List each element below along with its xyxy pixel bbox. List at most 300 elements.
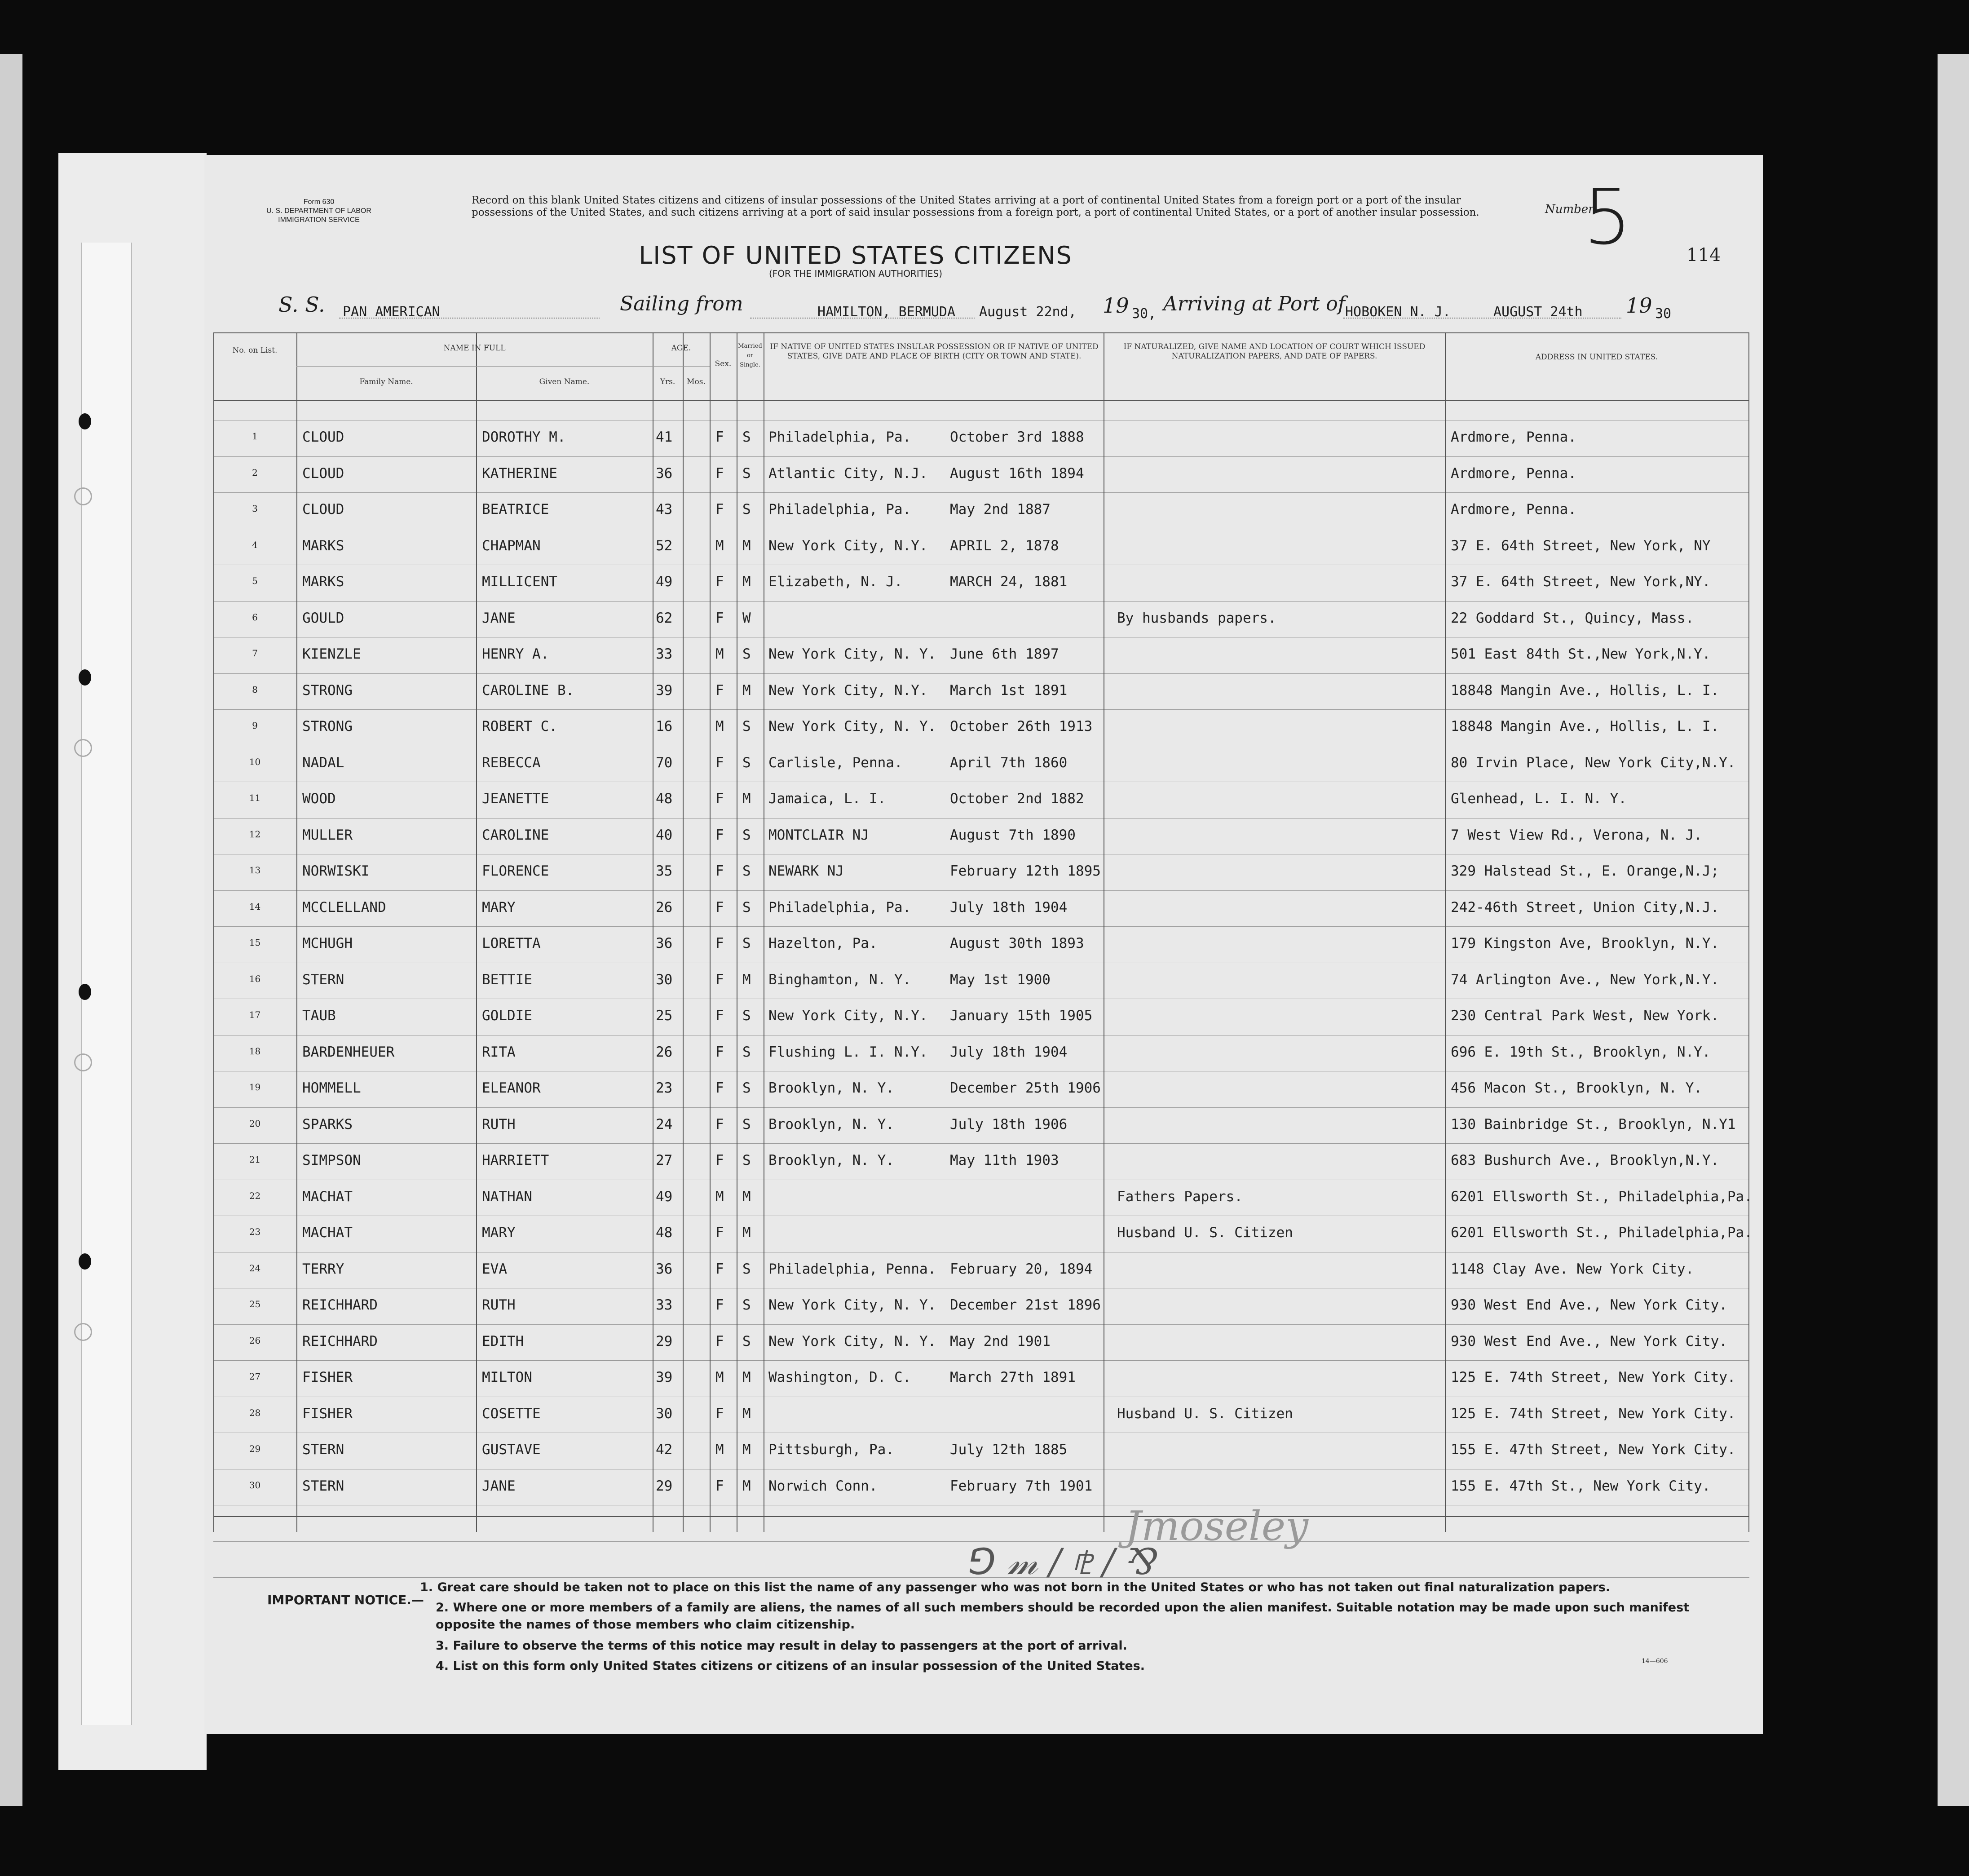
- cell-no: 24: [249, 1262, 261, 1274]
- ship-name: PAN AMERICAN: [343, 304, 440, 320]
- department: U. S. DEPARTMENT OF LABOR: [266, 207, 371, 215]
- cell-birth-date: APRIL 2, 1878: [950, 537, 1059, 554]
- cell-sex: M: [715, 646, 724, 662]
- cell-birth-date: October 3rd 1888: [950, 429, 1084, 445]
- punch-hole: [79, 1253, 91, 1270]
- cell-marital-status: M: [742, 1188, 751, 1205]
- row-rule: [213, 1143, 1749, 1144]
- cell-family-name: CLOUD: [302, 465, 344, 482]
- cell-sex: F: [715, 791, 724, 807]
- cell-sex: F: [715, 465, 724, 482]
- cell-birth-place: Brooklyn, N. Y.: [768, 1116, 894, 1133]
- header-family-name: Family Name.: [359, 377, 413, 386]
- cell-no: 20: [249, 1118, 261, 1129]
- cell-no: 28: [249, 1407, 261, 1418]
- film-right-edge: [1938, 54, 1969, 1806]
- name-subrule: [296, 366, 653, 367]
- cell-birth-date: March 1st 1891: [950, 682, 1068, 699]
- ship-underline: [339, 318, 600, 319]
- cell-no: 17: [249, 1009, 261, 1020]
- cell-no: 26: [249, 1335, 261, 1346]
- table-top-rule: [213, 332, 1749, 333]
- cell-sex: F: [715, 1080, 724, 1096]
- cell-no: 7: [252, 648, 258, 659]
- cell-family-name: STRONG: [302, 682, 353, 699]
- cell-address: 74 Arlington Ave., New York,N.Y.: [1451, 971, 1719, 988]
- cell-marital-status: S: [742, 429, 751, 445]
- sailing-underline: [750, 318, 975, 319]
- cell-birth-place: Philadelphia, Penna.: [768, 1261, 936, 1277]
- cell-birth-date: August 7th 1890: [950, 827, 1076, 843]
- cell-address: 242-46th Street, Union City,N.J.: [1451, 899, 1719, 916]
- cell-age: 42: [656, 1442, 673, 1458]
- cell-birth-place: New York City, N.Y.: [768, 1008, 928, 1024]
- cell-no: 27: [249, 1371, 261, 1382]
- cell-family-name: NORWISKI: [302, 863, 370, 879]
- cell-marital-status: S: [742, 935, 751, 951]
- cell-given-name: FLORENCE: [482, 863, 549, 879]
- cell-given-name: MILTON: [482, 1369, 532, 1385]
- cell-family-name: WOOD: [302, 791, 336, 807]
- cell-family-name: STRONG: [302, 718, 353, 734]
- cell-sex: F: [715, 1333, 724, 1349]
- cell-address: Ardmore, Penna.: [1451, 501, 1576, 518]
- page-subtitle: (FOR THE IMMIGRATION AUTHORITIES): [768, 268, 943, 279]
- cell-family-name: BARDENHEUER: [302, 1044, 395, 1060]
- cell-no: 9: [252, 720, 258, 731]
- cell-address: 7 West View Rd., Verona, N. J.: [1451, 827, 1702, 843]
- cell-sex: F: [715, 971, 724, 988]
- sailing-label: Sailing from: [620, 292, 743, 315]
- cell-age: 29: [656, 1333, 673, 1349]
- cell-given-name: CAROLINE B.: [482, 682, 574, 699]
- cell-given-name: DOROTHY M.: [482, 429, 566, 445]
- sailing-year-prefix: 19: [1103, 293, 1129, 318]
- cell-no: 19: [249, 1082, 261, 1093]
- header-age: AGE.: [671, 344, 691, 353]
- cell-family-name: MACHAT: [302, 1225, 353, 1241]
- cell-given-name: ELEANOR: [482, 1080, 541, 1096]
- header-given-name: Given Name.: [539, 377, 590, 386]
- col-rule: [476, 332, 477, 1532]
- cell-age: 40: [656, 827, 673, 843]
- cell-address: 683 Bushurch Ave., Brooklyn,N.Y.: [1451, 1152, 1719, 1168]
- cell-address: 329 Halstead St., E. Orange,N.J;: [1451, 863, 1719, 879]
- cell-birth-date: July 18th 1904: [950, 899, 1068, 916]
- sailing-year: 30,: [1132, 306, 1157, 322]
- service: IMMIGRATION SERVICE: [278, 216, 360, 224]
- cell-sex: F: [715, 863, 724, 879]
- cell-age: 39: [656, 682, 673, 699]
- cell-birth-date: December 25th 1906: [950, 1080, 1101, 1096]
- cell-no: 12: [249, 828, 261, 840]
- row-rule: [213, 673, 1749, 674]
- cell-given-name: COSETTE: [482, 1405, 541, 1422]
- arriving-date: AUGUST 24th: [1493, 304, 1583, 320]
- cell-family-name: GOULD: [302, 610, 344, 626]
- row-rule: [213, 890, 1749, 891]
- cell-age: 26: [656, 1044, 673, 1060]
- cell-birth-date: MARCH 24, 1881: [950, 574, 1068, 590]
- cell-given-name: LORETTA: [482, 935, 541, 951]
- cell-family-name: TERRY: [302, 1261, 344, 1277]
- cell-sex: F: [715, 1225, 724, 1241]
- col-rule: [683, 332, 684, 1532]
- cell-age: 27: [656, 1152, 673, 1168]
- cell-given-name: CHAPMAN: [482, 537, 541, 554]
- cell-address: 155 E. 47th Street, New York City.: [1451, 1442, 1736, 1458]
- cell-birth-place: Hazelton, Pa.: [768, 935, 878, 951]
- cell-age: 23: [656, 1080, 673, 1096]
- cell-marital-status: S: [742, 899, 751, 916]
- form-header: [256, 198, 382, 225]
- punch-ring: [74, 1323, 92, 1341]
- cell-family-name: MCHUGH: [302, 935, 353, 951]
- notice-title: IMPORTANT NOTICE.—: [267, 1593, 424, 1607]
- cell-family-name: FISHER: [302, 1405, 353, 1422]
- cell-no: 3: [252, 503, 258, 514]
- cell-no: 5: [252, 575, 258, 586]
- header-birth: IF NATIVE OF UNITED STATES INSULAR POSSESSION OR IF NATIVE OF UNITED STATES, GIVE DATE AND PLACE OF BIRTH (CITY OR TOWN AND STATE).: [770, 342, 1099, 361]
- cell-marital-status: S: [742, 718, 751, 734]
- cell-address: 22 Goddard St., Quincy, Mass.: [1451, 610, 1694, 626]
- cell-given-name: CAROLINE: [482, 827, 549, 843]
- cell-marital-status: M: [742, 1478, 751, 1494]
- cell-no: 16: [249, 973, 261, 984]
- cell-family-name: FISHER: [302, 1369, 353, 1385]
- cell-marital-status: S: [742, 1044, 751, 1060]
- cell-address: Ardmore, Penna.: [1451, 465, 1576, 482]
- arriving-year: 30: [1655, 306, 1672, 322]
- cell-naturalization: By husbands papers.: [1117, 610, 1276, 626]
- form-number: Form 630: [303, 198, 335, 206]
- cell-age: 49: [656, 574, 673, 590]
- cell-given-name: GOLDIE: [482, 1008, 532, 1024]
- cell-marital-status: S: [742, 1008, 751, 1024]
- cell-marital-status: S: [742, 1116, 751, 1133]
- cell-address: 456 Macon St., Brooklyn, N. Y.: [1451, 1080, 1702, 1096]
- cell-address: 1148 Clay Ave. New York City.: [1451, 1261, 1694, 1277]
- cell-age: 33: [656, 646, 673, 662]
- cell-sex: F: [715, 1405, 724, 1422]
- cell-sex: F: [715, 501, 724, 518]
- cell-birth-place: Jamaica, L. I.: [768, 791, 886, 807]
- cell-birth-date: October 26th 1913: [950, 718, 1093, 734]
- cell-no: 4: [252, 539, 258, 550]
- cell-birth-date: May 2nd 1887: [950, 501, 1051, 518]
- cell-address: 930 West End Ave., New York City.: [1451, 1333, 1727, 1349]
- header-naturalized: IF NATURALIZED, GIVE NAME AND LOCATION OF COURT WHICH ISSUED NATURALIZATION PAPERS, AND DATE OF PAPERS.: [1123, 342, 1426, 361]
- cell-sex: M: [715, 718, 724, 734]
- cell-sex: F: [715, 610, 724, 626]
- list-number: 5: [1583, 173, 1632, 262]
- underlying-sheet-edge: [81, 243, 132, 1725]
- col-rule: [296, 332, 297, 1532]
- cell-age: 36: [656, 1261, 673, 1277]
- cell-birth-date: June 6th 1897: [950, 646, 1059, 662]
- notice-item: 2. Where one or more members of a family are aliens, the names of all such members should be recorded upon the alien manifest. Suitable notation may be made upon such manifest opposite the names of those members who claim citizenship.: [436, 1601, 1690, 1632]
- cell-address: Glenhead, L. I. N. Y.: [1451, 791, 1627, 807]
- cell-marital-status: M: [742, 1442, 751, 1458]
- cell-no: 13: [249, 865, 261, 876]
- cell-address: 18848 Mangin Ave., Hollis, L. I.: [1451, 718, 1719, 734]
- cell-sex: M: [715, 1442, 724, 1458]
- notice-item: 3. Failure to observe the terms of this notice may result in delay to passengers at the port of arrival.: [436, 1639, 1127, 1653]
- cell-sex: F: [715, 1044, 724, 1060]
- cell-birth-place: NEWARK NJ: [768, 863, 844, 879]
- header-yrs: Yrs.: [660, 377, 675, 386]
- cell-marital-status: M: [742, 1369, 751, 1385]
- row-rule: [213, 456, 1749, 457]
- cell-family-name: CLOUD: [302, 429, 344, 445]
- cell-given-name: REBECCA: [482, 754, 541, 771]
- cell-no: 6: [252, 611, 258, 623]
- cell-birth-date: October 2nd 1882: [950, 791, 1084, 807]
- cell-no: 25: [249, 1299, 261, 1310]
- cell-marital-status: W: [742, 610, 751, 626]
- cell-given-name: EDITH: [482, 1333, 524, 1349]
- cell-birth-date: May 2nd 1901: [950, 1333, 1051, 1349]
- header-married-single: Married or Single.: [738, 343, 762, 368]
- ss-label: S. S.: [278, 292, 325, 317]
- arriving-label: Arriving at Port of: [1163, 292, 1346, 315]
- cell-birth-place: Carlisle, Penna.: [768, 754, 903, 771]
- cell-birth-date: May 11th 1903: [950, 1152, 1059, 1168]
- cell-family-name: MCCLELLAND: [302, 899, 386, 916]
- cell-address: Ardmore, Penna.: [1451, 429, 1576, 445]
- cell-family-name: HOMMELL: [302, 1080, 361, 1096]
- manifest-sheet: [204, 155, 1763, 1734]
- cell-family-name: STERN: [302, 1442, 344, 1458]
- cell-address: 696 E. 19th St., Brooklyn, N.Y.: [1451, 1044, 1711, 1060]
- cell-birth-date: December 21st 1896: [950, 1297, 1101, 1313]
- header-no: No. on List.: [232, 346, 278, 355]
- cell-naturalization: Fathers Papers.: [1117, 1188, 1243, 1205]
- cell-sex: F: [715, 682, 724, 699]
- sailing-date: August 22nd,: [979, 304, 1077, 320]
- cell-marital-status: M: [742, 574, 751, 590]
- cell-birth-place: Philadelphia, Pa.: [768, 429, 911, 445]
- cell-birth-place: New York City, N. Y.: [768, 1297, 936, 1313]
- cell-no: 8: [252, 684, 258, 695]
- cell-birth-date: February 20, 1894: [950, 1261, 1093, 1277]
- cell-given-name: MILLICENT: [482, 574, 557, 590]
- cell-birth-place: Brooklyn, N. Y.: [768, 1152, 894, 1168]
- cell-birth-place: Brooklyn, N. Y.: [768, 1080, 894, 1096]
- cell-marital-status: M: [742, 1405, 751, 1422]
- cell-address: 18848 Mangin Ave., Hollis, L. I.: [1451, 682, 1719, 699]
- cell-no: 1: [252, 431, 258, 442]
- cell-given-name: RUTH: [482, 1116, 516, 1133]
- cell-family-name: MULLER: [302, 827, 353, 843]
- cell-given-name: MARY: [482, 899, 516, 916]
- cell-marital-status: M: [742, 971, 751, 988]
- notice-item: 4. List on this form only United States citizens or citizens of an insular possession of the United States.: [436, 1659, 1145, 1673]
- cell-no: 14: [249, 901, 261, 912]
- cell-marital-status: S: [742, 754, 751, 771]
- cell-marital-status: M: [742, 1225, 751, 1241]
- cell-marital-status: S: [742, 863, 751, 879]
- cell-no: 23: [249, 1226, 261, 1237]
- cell-no: 18: [249, 1045, 261, 1057]
- handwritten-signature: Jmoseley: [1125, 1503, 1308, 1550]
- cell-age: 52: [656, 537, 673, 554]
- cell-sex: F: [715, 1478, 724, 1494]
- header-mos: Mos.: [687, 377, 706, 386]
- cell-sex: F: [715, 827, 724, 843]
- cell-no: 15: [249, 937, 261, 948]
- cell-given-name: BEATRICE: [482, 501, 549, 518]
- cell-address: 125 E. 74th Street, New York City.: [1451, 1405, 1736, 1422]
- col-rule: [710, 332, 711, 1532]
- cell-family-name: REICHHARD: [302, 1297, 378, 1313]
- cell-family-name: MACHAT: [302, 1188, 353, 1205]
- row-rule: [213, 1107, 1749, 1108]
- cell-given-name: KATHERINE: [482, 465, 557, 482]
- cell-birth-date: July 18th 1904: [950, 1044, 1068, 1060]
- cell-marital-status: S: [742, 1333, 751, 1349]
- cell-age: 70: [656, 754, 673, 771]
- cell-marital-status: S: [742, 501, 751, 518]
- page-title: LIST OF UNITED STATES CITIZENS: [639, 241, 1073, 270]
- cell-address: 155 E. 47th St., New York City.: [1451, 1478, 1711, 1494]
- cell-age: 36: [656, 935, 673, 951]
- number-label: Number: [1545, 203, 1594, 216]
- cell-no: 30: [249, 1479, 261, 1491]
- cell-birth-date: May 1st 1900: [950, 971, 1051, 988]
- cell-family-name: STERN: [302, 971, 344, 988]
- cell-birth-place: Norwich Conn.: [768, 1478, 878, 1494]
- cell-no: 11: [249, 792, 261, 803]
- cell-address: 80 Irvin Place, New York City,N.Y.: [1451, 754, 1736, 771]
- cell-age: 39: [656, 1369, 673, 1385]
- cell-sex: M: [715, 1369, 724, 1385]
- row-rule: [213, 601, 1749, 602]
- cell-address: 130 Bainbridge St., Brooklyn, N.Y1: [1451, 1116, 1736, 1133]
- cell-marital-status: S: [742, 1297, 751, 1313]
- cell-age: 26: [656, 899, 673, 916]
- cell-marital-status: S: [742, 1261, 751, 1277]
- cell-marital-status: S: [742, 827, 751, 843]
- cell-family-name: MARKS: [302, 574, 344, 590]
- cell-marital-status: S: [742, 1152, 751, 1168]
- cell-birth-date: August 30th 1893: [950, 935, 1084, 951]
- row-rule: [213, 1324, 1749, 1325]
- punch-ring: [74, 487, 92, 505]
- sailing-from: HAMILTON, BERMUDA: [817, 304, 956, 320]
- cell-birth-place: Philadelphia, Pa.: [768, 501, 911, 518]
- cell-marital-status: S: [742, 465, 751, 482]
- cell-birth-place: Philadelphia, Pa.: [768, 899, 911, 916]
- row-rule: [213, 492, 1749, 493]
- cell-age: 25: [656, 1008, 673, 1024]
- cell-no: 21: [249, 1154, 261, 1165]
- cell-no: 29: [249, 1443, 261, 1454]
- cell-naturalization: Husband U. S. Citizen: [1117, 1405, 1293, 1422]
- cell-family-name: REICHHARD: [302, 1333, 378, 1349]
- cell-given-name: MARY: [482, 1225, 516, 1241]
- cell-address: 125 E. 74th Street, New York City.: [1451, 1369, 1736, 1385]
- cell-birth-date: July 18th 1906: [950, 1116, 1068, 1133]
- record-instructions: Record on this blank United States citizens and citizens of insular possessions of the United States arriving at a port of continental United States from a foreign port or a port of the insular possessions of the United States, and such citizens arriving at a port of said insular possessions from a foreign port, a port of continental United States, or a port of another insular possession.: [472, 195, 1479, 218]
- cell-birth-date: August 16th 1894: [950, 465, 1084, 482]
- cell-birth-place: Washington, D. C.: [768, 1369, 911, 1385]
- cell-birth-date: July 12th 1885: [950, 1442, 1068, 1458]
- cell-age: 43: [656, 501, 673, 518]
- cell-address: 37 E. 64th Street, New York, NY: [1451, 537, 1711, 554]
- cell-sex: F: [715, 1152, 724, 1168]
- table-bottom-rule: [213, 1516, 1749, 1517]
- cell-address: 501 East 84th St.,New York,N.Y.: [1451, 646, 1711, 662]
- cell-birth-place: New York City, N.Y.: [768, 537, 928, 554]
- header-address: ADDRESS IN UNITED STATES.: [1535, 353, 1658, 362]
- cell-age: 30: [656, 1405, 673, 1422]
- cell-birth-place: Flushing L. I. N.Y.: [768, 1044, 928, 1060]
- cell-family-name: TAUB: [302, 1008, 336, 1024]
- punch-ring: [74, 739, 92, 757]
- cell-birth-date: January 15th 1905: [950, 1008, 1093, 1024]
- cell-given-name: JANE: [482, 1478, 516, 1494]
- punch-hole: [79, 669, 91, 686]
- film-left-edge: [0, 54, 22, 1806]
- cell-age: 41: [656, 429, 673, 445]
- cell-given-name: RUTH: [482, 1297, 516, 1313]
- cell-sex: F: [715, 754, 724, 771]
- cell-age: 36: [656, 465, 673, 482]
- cell-address: 930 West End Ave., New York City.: [1451, 1297, 1727, 1313]
- cell-address: 6201 Ellsworth St., Philadelphia,Pa.: [1451, 1225, 1753, 1241]
- cell-address: 179 Kingston Ave, Brooklyn, N.Y.: [1451, 935, 1719, 951]
- cell-address: 6201 Ellsworth St., Philadelphia,Pa.: [1451, 1188, 1753, 1205]
- cell-marital-status: M: [742, 791, 751, 807]
- cell-age: 24: [656, 1116, 673, 1133]
- header-sex: Sex.: [715, 359, 732, 368]
- cell-sex: F: [715, 1261, 724, 1277]
- passenger-table: [213, 332, 1753, 1532]
- cell-age: 62: [656, 610, 673, 626]
- age-subrule: [653, 366, 710, 367]
- cell-marital-status: S: [742, 1080, 751, 1096]
- header-name-in-full: NAME IN FULL: [443, 344, 506, 353]
- cell-birth-place: New York City, N. Y.: [768, 646, 936, 662]
- cell-sex: M: [715, 1188, 724, 1205]
- cell-age: 48: [656, 1225, 673, 1241]
- row-rule: [213, 709, 1749, 710]
- cell-sex: F: [715, 1297, 724, 1313]
- cell-sex: F: [715, 935, 724, 951]
- cell-marital-status: S: [742, 646, 751, 662]
- cell-marital-status: M: [742, 537, 751, 554]
- cell-address: 230 Central Park West, New York.: [1451, 1008, 1719, 1024]
- col-rule: [1445, 332, 1446, 1532]
- row-rule: [213, 1360, 1749, 1361]
- col-rule: [1748, 332, 1749, 1532]
- cell-birth-place: Pittsburgh, Pa.: [768, 1442, 894, 1458]
- punch-hole: [79, 984, 91, 1000]
- cell-no: 22: [249, 1190, 261, 1201]
- cell-given-name: HARRIETT: [482, 1152, 549, 1168]
- cell-family-name: SPARKS: [302, 1116, 353, 1133]
- cell-given-name: HENRY A.: [482, 646, 549, 662]
- cell-birth-place: Atlantic City, N.J.: [768, 465, 928, 482]
- header-bottom-rule: [213, 400, 1749, 401]
- row-rule: [213, 926, 1749, 927]
- cell-age: 35: [656, 863, 673, 879]
- cell-birth-date: February 7th 1901: [950, 1478, 1093, 1494]
- cell-no: 10: [249, 756, 261, 767]
- cell-marital-status: M: [742, 682, 751, 699]
- cell-family-name: SIMPSON: [302, 1152, 361, 1168]
